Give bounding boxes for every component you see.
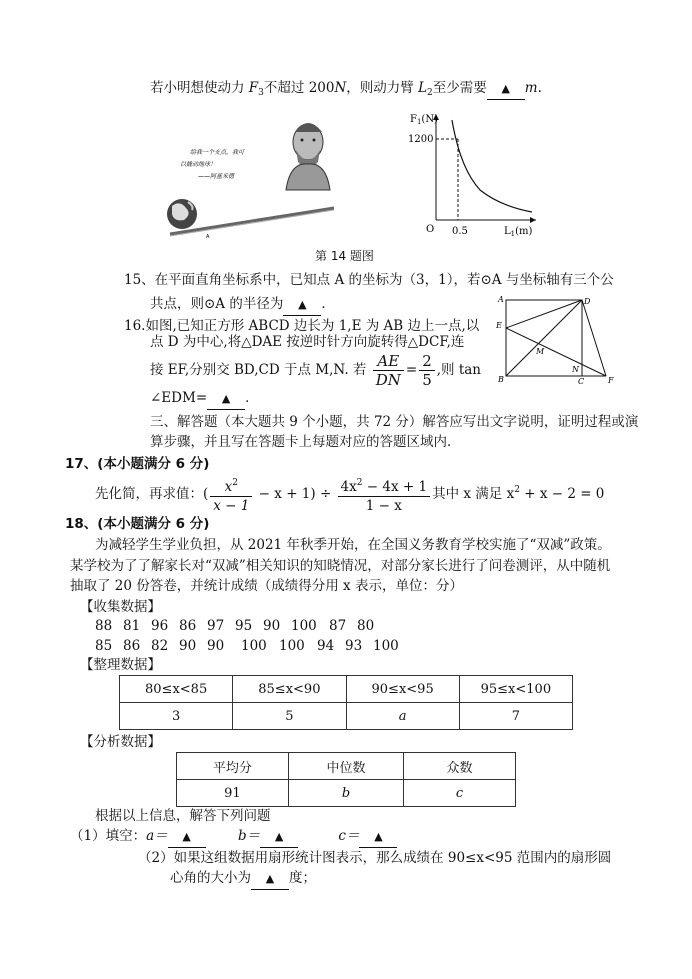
label-n: N [572,365,579,374]
q16-line4: ∠EDM= ▲ ． [150,388,259,410]
org-header-2: 85≤x<90 [233,676,346,703]
q16-line2: 点 D 为中心,将△DAE 按逆时针方向旋转得△DCF,连 [150,334,465,350]
archimedes-portrait-icon [286,123,330,190]
figure-caption: 第 14 题图 [315,249,374,263]
x-tick-label: 0.5 [452,226,468,237]
answer-blank[interactable]: ▲ [283,294,321,316]
label-a: A [498,295,504,304]
answer-blank-c[interactable]: ▲ [359,826,397,848]
ana-header-2: 中位数 [288,753,403,780]
y-tick-label: 1200 [408,134,434,145]
answer-blank[interactable]: ▲ [207,388,245,410]
q15-line1: 15、在平面直角坐标系中，已知点 A 的坐标为（3，1），若⊙A 与坐标轴有三个公 [124,272,614,288]
org-value-2: 5 [233,703,346,730]
quote-line-1: 给我一个支点，我可 [190,149,245,156]
value-fraction: $\frac{2}{5}$ [419,352,435,389]
q14-line: 若小明想使动力 $F_3$不超过 200N，则动力臂 $L_2$至少需要 ▲ m. [150,80,542,98]
q18-prompt: 根据以上信息，解答下列问题 [95,808,271,824]
org-header-1: 80≤x<85 [120,676,233,703]
label-c: C [578,377,585,386]
answer-blank-angle[interactable]: ▲ [251,868,289,890]
q18-para-2: 某学校为了了解家长对“双减”相关知识的知晓情况，对部分家长进行了问卷测评，从中随机 [70,558,611,574]
part3-line2: 算步骤，并且写在答题卡上每题对应的答题区域内． [150,434,461,450]
analyze-title: 【分析数据】 [80,734,161,750]
org-header-4: 95≤x<100 [459,676,572,703]
q18-title: 18、(本小题满分 6 分) [65,516,210,532]
square-figure [492,292,622,390]
organize-title: 【整理数据】 [80,657,161,673]
label-d: D [584,297,591,306]
ana-header-3: 众数 [404,753,516,780]
q18-part2-line2: 心角的大小为 ▲ 度； [170,868,316,890]
label-f: F [608,376,614,385]
x-axis-label: $L_1(m)$ [504,226,533,238]
archimedes-illustration [150,110,340,245]
organize-table [119,675,573,730]
q16-line3: 接 EF,分别交 BD,CD 于点 M,N. 若 $\frac{AE}{DN}$ = $\frac{2}{5}$ ,则 tan [150,352,482,389]
ana-value-1: 91 [177,780,289,807]
earth-icon [167,199,197,229]
org-value-3: a [346,703,459,730]
curve [452,120,532,212]
data-row-2: 85 86 82 90 90 100 100 94 93 100 [95,638,399,654]
q17-expression: 先化简，再求值：( $\frac{x^2}{x - 1}$ − x + 1) ÷ $\frac{4x^2 - 4x + 1}{1 - x}$ 其中 x 满足 $x^2 + x - 2 = 0$ [95,474,604,515]
collect-title: 【收集数据】 [80,599,161,615]
q18-para-3: 抽取了 20 份答卷，并统计成绩（成绩得分用 x 表示，单位：分） [70,578,463,594]
ratio-fraction: $\frac{AE}{DN}$ [373,352,404,389]
org-value-1: 3 [120,703,233,730]
q16-line1: 16.如图,已知正方形 ABCD 边长为 1,E 为 AB 边上一点,以 [124,318,480,334]
answer-blank-a[interactable]: ▲ [168,826,206,848]
org-header-3: 90≤x<95 [346,676,459,703]
label-b: B [498,375,504,384]
ana-value-3: c [404,780,516,807]
q18-para-1: 为减轻学生学业负担，从 2021 年秋季开始，在全国义务教育学校实施了“双减”政策。 [95,537,611,553]
origin-label: O [426,224,435,235]
q18-part1: （1）填空：a＝ ▲ b＝ ▲ c＝ ▲ [70,826,397,848]
q18-part2-line1: （2）如果这组数据用扇形统计图表示，那么成绩在 90≤x<95 范围内的扇形圆 [138,850,612,866]
analyze-table [176,752,516,807]
quote-author: ——阿基米德 [198,173,235,180]
pivot-label: A [206,234,210,240]
q17-title: 17、(本小题满分 6 分) [65,456,210,472]
data-row-1: 88 81 96 86 97 95 90 100 87 80 [95,618,375,634]
answer-blank-b[interactable]: ▲ [260,826,298,848]
ana-header-1: 平均分 [177,753,289,780]
part3-line1: 三、解答题（本大题共 9 个小题，共 72 分）解答应写出文字说明，证明过程或演 [150,414,639,430]
y-axis-label: $F_1(N)$ [410,114,438,126]
force-arm-graph [400,108,540,240]
ana-value-2: b [288,780,403,807]
quote-line-2: 以撬动地球！ [180,161,217,168]
q15-line2: 共点，则⊙A 的半径为 ▲ ． [150,294,335,316]
label-m: M [536,347,545,356]
org-value-4: 7 [459,703,572,730]
label-e: E [496,321,502,330]
answer-blank[interactable]: ▲ [487,78,525,100]
